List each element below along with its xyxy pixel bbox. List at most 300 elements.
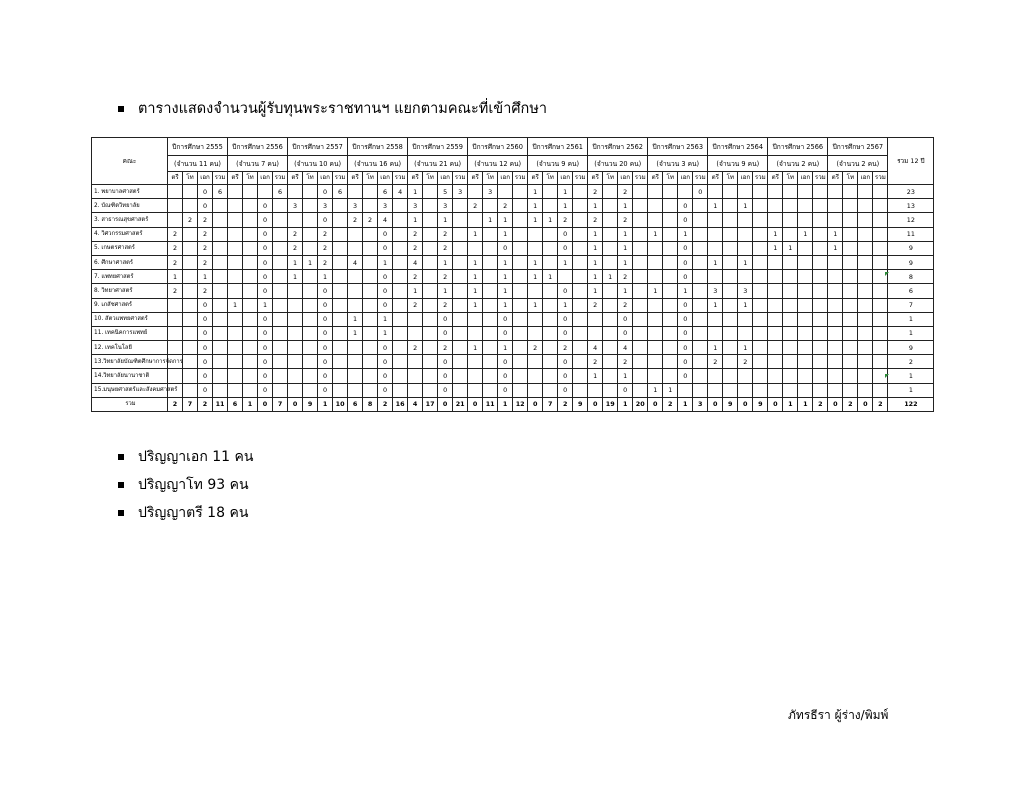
count-cell [288,326,303,340]
count-cell [783,355,798,369]
count-cell [798,255,813,269]
table-row [92,355,934,369]
count-cell [453,199,468,213]
count-cell [828,298,843,312]
count-cell [453,284,468,298]
sum-cell: 8 [363,397,378,411]
count-cell [798,383,813,397]
count-cell [843,199,858,213]
count-cell: 4 [618,341,633,355]
count-cell [723,227,738,241]
count-cell [393,341,408,355]
count-cell: 2 [618,185,633,199]
count-cell: 1 [738,341,753,355]
count-cell [633,213,648,227]
count-cell [573,255,588,269]
row-total: 9 [888,255,934,269]
count-cell [363,326,378,340]
count-cell: 3 [318,199,333,213]
degree-header: รวม [393,172,408,185]
count-cell [633,383,648,397]
count-cell [648,213,663,227]
degree-header: เอก [438,172,453,185]
degree-header: รวม [573,172,588,185]
count-cell [813,270,828,284]
count-cell [453,341,468,355]
count-cell [693,270,708,284]
faculty-name: 15.มนุษยศาสตร์และสังคมศาสตร์ [92,383,168,397]
count-cell [753,185,768,199]
count-cell [783,369,798,383]
count-cell [393,326,408,340]
sum-cell: 0 [828,397,843,411]
count-cell [333,255,348,269]
count-cell [603,185,618,199]
count-cell: 2 [198,227,213,241]
count-cell [783,326,798,340]
count-cell: 2 [618,270,633,284]
count-cell: 2 [288,227,303,241]
count-cell [168,213,183,227]
count-cell: 2 [438,270,453,284]
count-cell: 0 [618,312,633,326]
count-cell: 0 [198,355,213,369]
count-cell [753,255,768,269]
sum-cell: 2 [813,397,828,411]
count-cell [348,383,363,397]
count-cell: 1 [528,298,543,312]
sum-cell: 16 [393,397,408,411]
count-cell [213,255,228,269]
degree-header: รวม [813,172,828,185]
count-cell [783,199,798,213]
count-cell [603,255,618,269]
count-cell [213,341,228,355]
count-cell [513,326,528,340]
count-cell [288,213,303,227]
sum-cell: 2 [168,397,183,411]
count-cell [663,255,678,269]
count-cell [258,185,273,199]
count-cell: 2 [348,213,363,227]
year-header: ปีการศึกษา 2561 [528,138,588,156]
sum-cell: 0 [768,397,783,411]
count-cell: 0 [378,298,393,312]
count-cell [333,326,348,340]
count-cell [753,312,768,326]
faculty-name: 4. วิศวกรรมศาสตร์ [92,227,168,241]
count-cell [828,312,843,326]
count-cell: 0 [258,227,273,241]
count-cell: 0 [498,326,513,340]
count-cell [573,298,588,312]
year-header: ปีการศึกษา 2557 [288,138,348,156]
count-cell [723,355,738,369]
count-cell [798,199,813,213]
sum-cell: 1 [783,397,798,411]
count-cell: 0 [558,326,573,340]
count-cell: 0 [378,355,393,369]
count-cell [303,270,318,284]
sum-cell: 4 [408,397,423,411]
count-cell [468,383,483,397]
summary-item [118,443,253,471]
count-cell [633,369,648,383]
count-cell: 0 [258,369,273,383]
count-cell: 0 [678,255,693,269]
count-cell: 1 [498,298,513,312]
count-cell [603,369,618,383]
count-cell [333,199,348,213]
count-cell [738,270,753,284]
count-cell [303,213,318,227]
count-cell [708,312,723,326]
count-cell [513,213,528,227]
count-cell: 1 [663,383,678,397]
count-cell [303,284,318,298]
count-cell [528,326,543,340]
faculty-name: 1. พยาบาลศาสตร์ [92,185,168,199]
count-cell [348,185,363,199]
count-cell [363,312,378,326]
count-cell: 1 [318,270,333,284]
sum-cell: 7 [273,397,288,411]
count-cell [183,199,198,213]
count-cell [723,341,738,355]
count-cell [543,298,558,312]
count-cell: 3 [708,284,723,298]
year-header: ปีการศึกษา 2562 [588,138,648,156]
count-cell: 1 [303,255,318,269]
count-cell [843,383,858,397]
count-cell [288,185,303,199]
count-cell [243,369,258,383]
count-cell: 0 [378,369,393,383]
count-cell [678,383,693,397]
count-cell [243,326,258,340]
count-cell [273,369,288,383]
count-cell: 1 [228,298,243,312]
count-cell [483,284,498,298]
count-cell: 1 [828,241,843,255]
degree-header: ตรี [828,172,843,185]
count-cell: 2 [318,241,333,255]
count-cell [873,355,888,369]
count-cell [573,213,588,227]
count-cell [768,270,783,284]
count-cell [798,355,813,369]
sum-cell: 20 [633,397,648,411]
count-cell: 0 [678,298,693,312]
count-cell [723,326,738,340]
count-cell [183,185,198,199]
count-cell [813,341,828,355]
degree-header: โท [603,172,618,185]
count-cell: 0 [498,241,513,255]
count-cell [423,213,438,227]
count-cell: 1 [258,298,273,312]
count-cell: 0 [198,199,213,213]
count-cell: 1 [618,369,633,383]
count-cell [873,298,888,312]
year-count: (จำนวน 2 คน) [768,156,828,172]
count-cell [783,213,798,227]
count-cell [423,312,438,326]
count-cell: 1 [738,199,753,213]
count-cell [603,199,618,213]
count-cell [423,270,438,284]
count-cell [513,185,528,199]
count-cell [693,199,708,213]
count-cell [393,298,408,312]
count-cell [633,341,648,355]
degree-header: รวม [333,172,348,185]
count-cell [723,383,738,397]
count-cell [543,355,558,369]
summary-item [118,471,253,499]
count-cell: 0 [378,284,393,298]
count-cell [633,255,648,269]
count-cell [663,270,678,284]
count-cell [273,241,288,255]
count-cell [663,185,678,199]
count-cell [393,312,408,326]
count-cell [858,270,873,284]
count-cell [738,312,753,326]
sum-cell: 19 [603,397,618,411]
count-cell: 2 [438,298,453,312]
count-cell [798,213,813,227]
count-cell [693,213,708,227]
count-cell: 1 [468,341,483,355]
count-cell [468,185,483,199]
count-cell [468,241,483,255]
count-cell [873,185,888,199]
sum-cell: 1 [318,397,333,411]
count-cell: 1 [738,298,753,312]
sum-cell: 17 [423,397,438,411]
year-header: ปีการศึกษา 2564 [708,138,768,156]
count-cell: 1 [348,326,363,340]
count-cell [243,284,258,298]
sum-cell: 10 [333,397,348,411]
count-cell [738,213,753,227]
count-cell [543,341,558,355]
count-cell [183,312,198,326]
count-cell [483,298,498,312]
count-cell [813,326,828,340]
count-cell [738,326,753,340]
count-cell: 0 [498,369,513,383]
year-count: (จำนวน 7 คน) [228,156,288,172]
count-cell [648,255,663,269]
row-total: 13 [888,199,934,213]
degree-header: เอก [798,172,813,185]
degree-header: ตรี [708,172,723,185]
count-cell: 2 [408,270,423,284]
count-cell [798,284,813,298]
count-cell: 1 [768,241,783,255]
count-cell [333,298,348,312]
count-cell: 1 [678,284,693,298]
count-cell [873,241,888,255]
count-cell [273,383,288,397]
count-cell: 1 [543,270,558,284]
count-cell [858,326,873,340]
count-cell [723,270,738,284]
count-cell: 1 [708,255,723,269]
count-cell [513,312,528,326]
count-cell: 1 [468,284,483,298]
count-cell [723,185,738,199]
count-cell [273,255,288,269]
count-cell [168,298,183,312]
count-cell [243,298,258,312]
count-cell [768,284,783,298]
count-cell: 0 [318,355,333,369]
count-cell [708,227,723,241]
count-cell [528,241,543,255]
sum-cell: 9 [723,397,738,411]
count-cell: 0 [678,213,693,227]
count-cell [813,241,828,255]
count-cell: 1 [408,213,423,227]
count-cell [213,284,228,298]
count-cell [828,213,843,227]
count-cell [768,383,783,397]
count-cell [858,255,873,269]
count-cell: 0 [498,383,513,397]
count-cell [483,199,498,213]
table-row [92,227,934,241]
row-total: 11 [888,227,934,241]
degree-header: ตรี [648,172,663,185]
count-cell [453,227,468,241]
count-cell: 0 [258,341,273,355]
sum-cell: 0 [738,397,753,411]
count-cell: 2 [318,255,333,269]
count-cell [768,341,783,355]
count-cell: 3 [288,199,303,213]
count-cell [753,326,768,340]
count-cell [768,213,783,227]
count-cell: 0 [678,326,693,340]
sum-row [92,397,934,411]
count-cell [228,369,243,383]
count-cell [753,355,768,369]
count-cell [513,341,528,355]
year-header: ปีการศึกษา 2560 [468,138,528,156]
count-cell [753,284,768,298]
count-cell [213,312,228,326]
count-cell [348,270,363,284]
count-cell [723,298,738,312]
degree-header: เอก [738,172,753,185]
sum-cell: 0 [588,397,603,411]
count-cell: 2 [198,284,213,298]
table-row [92,284,934,298]
count-cell [843,298,858,312]
count-cell [543,284,558,298]
count-cell [303,355,318,369]
year-header: ปีการศึกษา 2559 [408,138,468,156]
year-count: (จำนวน 9 คน) [528,156,588,172]
count-cell: 0 [558,355,573,369]
degree-header: เอก [858,172,873,185]
count-cell [543,241,558,255]
count-cell [243,213,258,227]
count-cell [168,185,183,199]
count-cell [573,341,588,355]
count-cell [183,241,198,255]
sum-label: รวม [92,397,168,411]
sum-cell: 12 [513,397,528,411]
count-cell [513,241,528,255]
count-cell [783,312,798,326]
count-cell [243,341,258,355]
count-cell [213,355,228,369]
count-cell [393,383,408,397]
count-cell [873,383,888,397]
count-cell [648,326,663,340]
count-cell [678,185,693,199]
count-cell: 1 [528,199,543,213]
count-cell [183,341,198,355]
count-cell [228,284,243,298]
degree-header: ตรี [408,172,423,185]
row-total: 1 [888,312,934,326]
count-cell [303,383,318,397]
count-cell [573,199,588,213]
count-cell [423,369,438,383]
count-cell [843,227,858,241]
count-cell: 1 [498,341,513,355]
count-cell [798,312,813,326]
count-cell: 0 [318,341,333,355]
count-cell [393,227,408,241]
count-cell [393,355,408,369]
count-cell [798,185,813,199]
table-row [92,213,934,227]
row-total: 8 [888,270,934,284]
count-cell [708,241,723,255]
year-count: (จำนวน 11 คน) [168,156,228,172]
comment-marker-icon [885,272,889,276]
count-cell: 1 [783,241,798,255]
count-cell: 0 [258,199,273,213]
count-cell [348,341,363,355]
count-cell: 2 [618,355,633,369]
count-cell [273,355,288,369]
count-cell [708,326,723,340]
count-cell [483,341,498,355]
count-cell [633,298,648,312]
degree-header: เอก [318,172,333,185]
degree-header: เอก [558,172,573,185]
count-cell [663,326,678,340]
count-cell [858,369,873,383]
heading-text: ตารางแสดงจำนวนผู้รับทุนพระราชทานฯ แยกตามคณะที่เข้าศึกษา [138,101,548,117]
count-cell [333,355,348,369]
count-cell [723,255,738,269]
count-cell: 0 [198,298,213,312]
count-cell [693,326,708,340]
row-total: 7 [888,298,934,312]
count-cell [213,213,228,227]
count-cell: 2 [738,355,753,369]
count-cell: 0 [378,270,393,284]
count-cell [768,369,783,383]
